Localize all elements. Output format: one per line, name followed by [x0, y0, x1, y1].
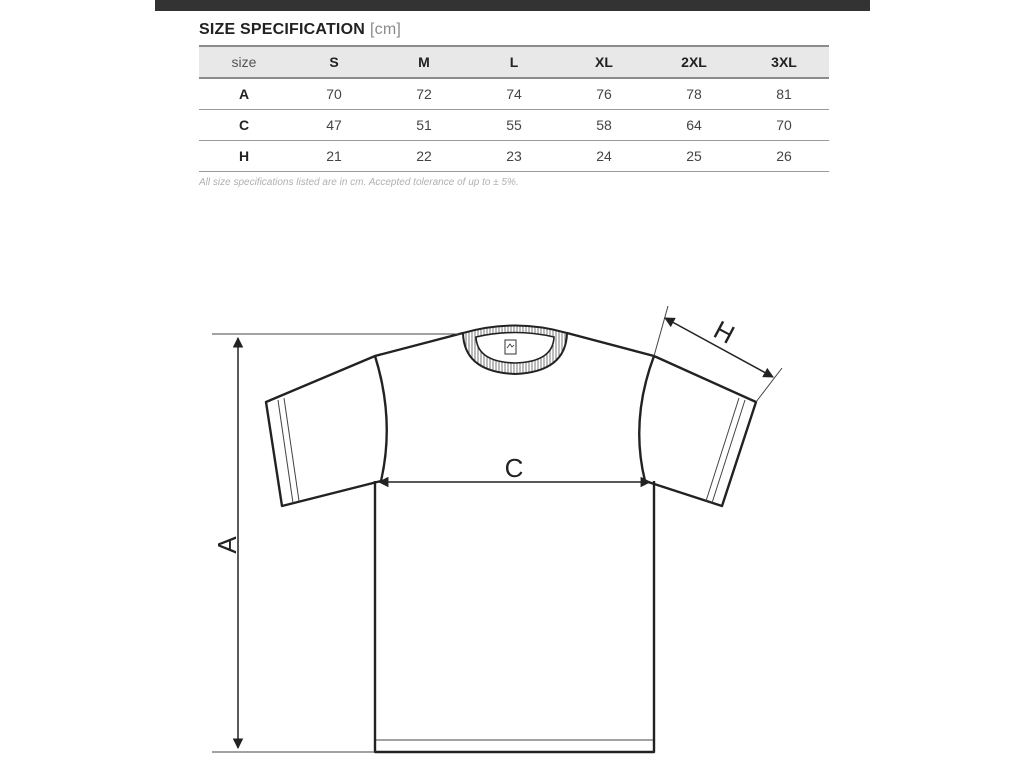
table-cell: 51 [416, 117, 432, 133]
column-header: 3XL [771, 54, 797, 70]
table-cell: 64 [686, 117, 702, 133]
table-cell: 76 [596, 86, 612, 102]
table-cell: 21 [326, 148, 342, 164]
column-header: 2XL [681, 54, 707, 70]
table-cell: 24 [596, 148, 612, 164]
table-cell: 74 [506, 86, 522, 102]
table-cell: 70 [326, 86, 342, 102]
label-tag-icon [505, 340, 516, 354]
sleeve-hem-left [278, 398, 299, 503]
row-label: H [238, 148, 250, 164]
label-h: H [708, 314, 740, 350]
row-label: A [238, 86, 250, 102]
table-cell: 72 [416, 86, 432, 102]
column-header: S [329, 54, 339, 70]
dimension-c [379, 453, 650, 483]
row-label: C [238, 117, 250, 133]
table-cell: 23 [506, 148, 522, 164]
table-cell: 55 [506, 117, 522, 133]
table-cell: 58 [596, 117, 612, 133]
title-text: SIZE SPECIFICATION [199, 21, 365, 38]
column-header: XL [595, 54, 613, 70]
label-c: C [504, 453, 524, 483]
table-cell: 25 [686, 148, 702, 164]
column-header: L [509, 54, 519, 70]
table-cell: 22 [416, 148, 432, 164]
label-a: A [212, 536, 242, 554]
column-header-size: size [231, 54, 257, 70]
table-cell: 47 [326, 117, 342, 133]
table-cell: 26 [776, 148, 792, 164]
title-unit: [cm] [369, 21, 402, 38]
table-cell: 70 [776, 117, 792, 133]
table-cell: 81 [776, 86, 792, 102]
column-header: M [418, 54, 430, 70]
ribbed-collar [463, 326, 567, 375]
dimension-a [212, 334, 460, 752]
table-cell: 78 [686, 86, 702, 102]
dimension-h [654, 306, 782, 402]
tshirt-outline [266, 333, 756, 752]
tolerance-note: All size specifications listed are in cm. Accepted tolerance of up to ± 5%. [199, 177, 519, 188]
